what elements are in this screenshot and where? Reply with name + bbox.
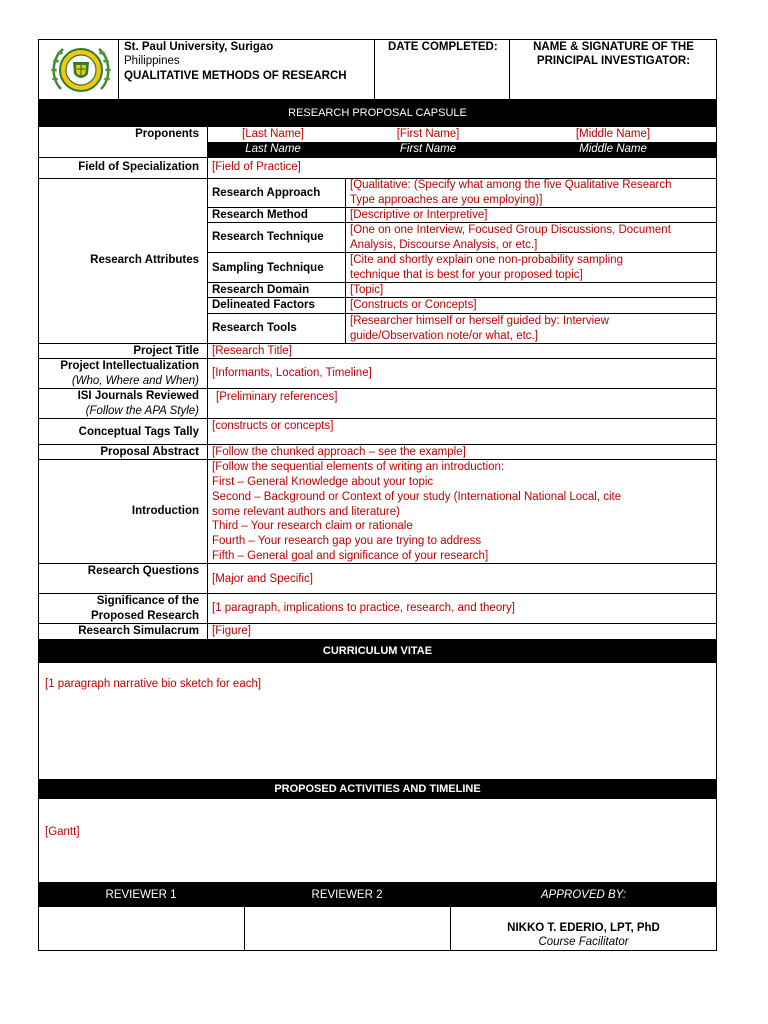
university-name: St. Paul University, Surigao xyxy=(124,41,274,53)
intellectualization-value[interactable]: [Informants, Location, Timeline] xyxy=(212,367,372,379)
date-completed-label: DATE COMPLETED: xyxy=(388,41,498,53)
attr-value-sampling-line-1[interactable]: [Cite and shortly explain one non-probability sampling xyxy=(350,254,623,266)
first-name-label: First Name xyxy=(399,143,457,155)
attr-value-tools-line-1[interactable]: [Researcher himself or herself guided by: Interview xyxy=(350,315,609,327)
approver-name: NIKKO T. EDERIO, LPT, PhD xyxy=(507,922,660,934)
significance-label-line-2: Proposed Research xyxy=(90,610,199,622)
timeline-box xyxy=(38,798,717,883)
isi-journals-value[interactable]: [Preliminary references] xyxy=(216,391,338,403)
field-label: Field of Specialization xyxy=(78,161,199,173)
attr-label-domain: Research Domain xyxy=(212,284,310,296)
introduction-line-1[interactable]: [Follow the sequential elements of writing an introduction: xyxy=(212,461,505,473)
conceptual-tags-value[interactable]: [constructs or concepts] xyxy=(212,420,334,432)
curriculum-vitae-bar: CURRICULUM VITAE xyxy=(38,640,717,663)
research-questions-value[interactable]: [Major and Specific] xyxy=(212,573,313,585)
intellectualization-sub-label: (Who, Where and When) xyxy=(71,375,199,387)
significance-label-line-1: Significance of the xyxy=(96,595,199,607)
signature-label-line-2: PRINCIPAL INVESTIGATOR: xyxy=(536,55,691,67)
introduction-line-4[interactable]: some relevant authors and literature) xyxy=(212,506,400,518)
attr-label-factors: Delineated Factors xyxy=(212,299,315,311)
attr-label-technique: Research Technique xyxy=(212,231,324,243)
signature-label-line-1: NAME & SIGNATURE OF THE xyxy=(533,41,694,53)
attr-label-approach: Research Approach xyxy=(212,187,321,199)
significance-value[interactable]: [1 paragraph, implications to practice, research, and theory] xyxy=(212,602,515,614)
reviewer-1-label: REVIEWER 1 xyxy=(105,889,177,901)
research-proposal-form xyxy=(38,39,717,951)
isi-journals-label: ISI Journals Reviewed xyxy=(77,390,199,402)
project-title-label: Project Title xyxy=(133,345,199,357)
attr-value-tools-line-2[interactable]: guide/Observation note/or what, etc.] xyxy=(350,330,538,342)
reviewer-1-signature-field[interactable] xyxy=(39,907,244,950)
curriculum-vitae-value[interactable]: [1 paragraph narrative bio sketch for each] xyxy=(45,678,262,690)
conceptual-tags-label: Conceptual Tags Tally xyxy=(78,426,199,438)
last-name-value[interactable]: [Last Name] xyxy=(242,128,304,140)
reviewer-2-signature-field[interactable] xyxy=(245,907,450,950)
research-questions-label: Research Questions xyxy=(87,565,199,577)
research-attributes-label: Research Attributes xyxy=(90,254,199,266)
attr-value-approach-line-2[interactable]: Type approaches are you employing)] xyxy=(350,194,543,206)
attr-value-technique-line-1[interactable]: [One on one Interview, Focused Group Discussions, Document xyxy=(350,224,671,236)
field-value[interactable]: [Field of Practice] xyxy=(212,161,301,173)
middle-name-label: Middle Name xyxy=(579,143,647,155)
attr-value-domain[interactable]: [Topic] xyxy=(350,284,384,296)
course-title: QUALITATIVE METHODS OF RESEARCH xyxy=(124,70,347,82)
introduction-label: Introduction xyxy=(131,505,199,517)
attr-label-sampling: Sampling Technique xyxy=(212,262,324,274)
last-name-label: Last Name xyxy=(245,143,301,155)
attr-label-tools: Research Tools xyxy=(212,322,297,334)
introduction-line-6[interactable]: Fourth – Your research gap you are trying to address xyxy=(212,535,482,547)
research-simulacrum-label: Research Simulacrum xyxy=(78,625,199,637)
attr-value-technique-line-2[interactable]: Analysis, Discourse Analysis, or etc.] xyxy=(350,239,538,251)
attr-value-factors[interactable]: [Constructs or Concepts] xyxy=(350,299,477,311)
attr-value-method[interactable]: [Descriptive or Interpretive] xyxy=(350,209,488,221)
introduction-line-7[interactable]: Fifth – General goal and significance of your research] xyxy=(212,550,489,562)
timeline-bar: PROPOSED ACTIVITIES AND TIMELINE xyxy=(38,780,717,799)
attr-value-approach-line-1[interactable]: [Qualitative: (Specify what among the five Qualitative Research xyxy=(350,179,672,191)
first-name-value[interactable]: [First Name] xyxy=(396,128,460,140)
proponents-label: Proponents xyxy=(135,128,199,140)
approved-by-label: APPROVED BY: xyxy=(540,889,627,901)
research-simulacrum-value[interactable]: [Figure] xyxy=(212,625,251,637)
middle-name-value[interactable]: [Middle Name] xyxy=(575,128,651,140)
reviewer-2-label: REVIEWER 2 xyxy=(311,889,383,901)
capsule-title-bar: RESEARCH PROPOSAL CAPSULE xyxy=(38,100,717,126)
attr-value-sampling-line-2[interactable]: technique that is best for your proposed topic] xyxy=(350,269,583,281)
timeline-value[interactable]: [Gantt] xyxy=(45,826,80,838)
proposal-abstract-label: Proposal Abstract xyxy=(100,446,199,458)
university-seal-logo xyxy=(49,43,113,97)
approver-role: Course Facilitator xyxy=(538,936,629,948)
introduction-line-2[interactable]: First – General Knowledge about your topic xyxy=(212,476,434,488)
attr-label-method: Research Method xyxy=(212,209,308,221)
introduction-line-5[interactable]: Third – Your research claim or rationale xyxy=(212,520,413,532)
university-country: Philippines xyxy=(124,55,180,67)
project-title-value[interactable]: [Research Title] xyxy=(212,345,292,357)
isi-journals-sub-label: (Follow the APA Style) xyxy=(85,405,199,417)
introduction-line-3[interactable]: Second – Background or Context of your study (International National Local, cite xyxy=(212,491,622,503)
proposal-abstract-value[interactable]: [Follow the chunked approach – see the example] xyxy=(212,446,466,458)
intellectualization-label: Project Intellectualization xyxy=(60,360,199,372)
